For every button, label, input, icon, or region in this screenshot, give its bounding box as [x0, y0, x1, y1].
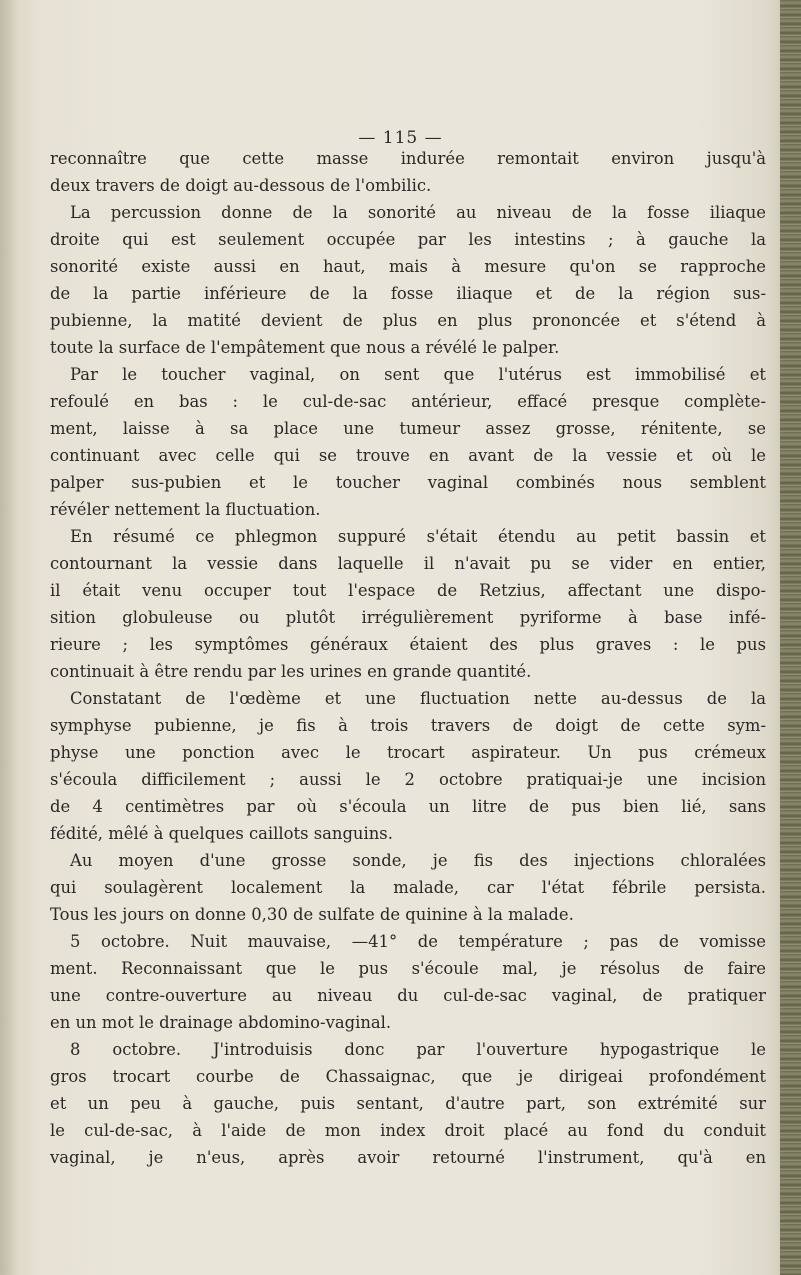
text-line: symphyse pubienne, je fis à trois travers de doigt de cette sym-: [50, 716, 766, 735]
text-line: reconnaître que cette masse indurée remontait environ jusqu'à: [50, 149, 766, 168]
text-line: une contre-ouverture au niveau du cul-de-sac vaginal, de pratiquer: [50, 986, 766, 1005]
page-number-header: — 115 —: [358, 128, 443, 148]
text-line: de la partie inférieure de la fosse iliaque et de la région sus-: [50, 284, 766, 303]
text-line: vaginal, je n'eus, après avoir retourné l'instrument, qu'à en: [50, 1148, 766, 1167]
text-line: La percussion donne de la sonorité au niveau de la fosse iliaque: [70, 203, 766, 222]
text-line: sonorité existe aussi en haut, mais à mesure qu'on se rapproche: [50, 257, 766, 276]
binding-shadow: [0, 0, 18, 1275]
text-line: qui soulagèrent localement la malade, car l'état fébrile persista.: [50, 878, 766, 897]
text-line: Tous les jours on donne 0,30 de sulfate de quinine à la malade.: [50, 905, 574, 924]
text-line: et un peu à gauche, puis sentant, d'autre part, son extrémité sur: [50, 1094, 766, 1113]
text-line: fédité, mêlé à quelques caillots sanguins.: [50, 824, 393, 843]
text-line: En résumé ce phlegmon suppuré s'était étendu au petit bassin et: [70, 527, 766, 546]
text-line: continuait à être rendu par les urines en grande quantité.: [50, 662, 532, 681]
text-line: en un mot le drainage abdomino-vaginal.: [50, 1013, 392, 1032]
text-line: rieure ; les symptômes généraux étaient des plus graves : le pus: [50, 635, 766, 654]
text-line: physe une ponction avec le trocart aspirateur. Un pus crémeux: [50, 743, 766, 762]
text-line: 5 octobre. Nuit mauvaise, —41° de température ; pas de vomisse: [70, 932, 766, 951]
body-text: [50, 145, 766, 1171]
text-line: ment. Reconnaissant que le pus s'écoule mal, je résolus de faire: [50, 959, 766, 978]
text-line: il était venu occuper tout l'espace de Retzius, affectant une dispo-: [50, 581, 766, 600]
page-edge: [780, 0, 801, 1275]
text-line: deux travers de doigt au-dessous de l'ombilic.: [50, 176, 432, 195]
text-line: le cul-de-sac, à l'aide de mon index droit placé au fond du conduit: [50, 1121, 766, 1140]
text-line: gros trocart courbe de Chassaignac, que je dirigeai profondément: [50, 1067, 766, 1086]
text-line: sition globuleuse ou plutôt irrégulièrement pyriforme à base infé-: [50, 608, 766, 627]
text-line: contournant la vessie dans laquelle il n'avait pu se vider en entier,: [50, 554, 766, 573]
text-line: 8 octobre. J'introduisis donc par l'ouverture hypogastrique le: [70, 1040, 766, 1059]
text-line: de 4 centimètres par où s'écoula un litre de pus bien lié, sans: [50, 797, 766, 816]
text-line: révéler nettement la fluctuation.: [50, 500, 321, 519]
text-line: Constatant de l'œdème et une fluctuation nette au-dessus de la: [70, 689, 766, 708]
text-line: pubienne, la matité devient de plus en plus prononcée et s'étend à: [50, 311, 766, 330]
text-line: ment, laisse à sa place une tumeur assez grosse, rénitente, se: [50, 419, 766, 438]
text-line: droite qui est seulement occupée par les intestins ; à gauche la: [50, 230, 766, 249]
text-line: toute la surface de l'empâtement que nous a révélé le palper.: [50, 338, 560, 357]
text-line: palper sus-pubien et le toucher vaginal combinés nous semblent: [50, 473, 766, 492]
text-line: Par le toucher vaginal, on sent que l'utérus est immobilisé et: [70, 365, 766, 384]
text-line: refoulé en bas : le cul-de-sac antérieur, effacé presque complète-: [50, 392, 766, 411]
text-line: s'écoula difficilement ; aussi le 2 octobre pratiquai-je une incision: [50, 770, 766, 789]
text-line: Au moyen d'une grosse sonde, je fis des injections chloralées: [70, 851, 766, 870]
text-line: continuant avec celle qui se trouve en avant de la vessie et où le: [50, 446, 766, 465]
